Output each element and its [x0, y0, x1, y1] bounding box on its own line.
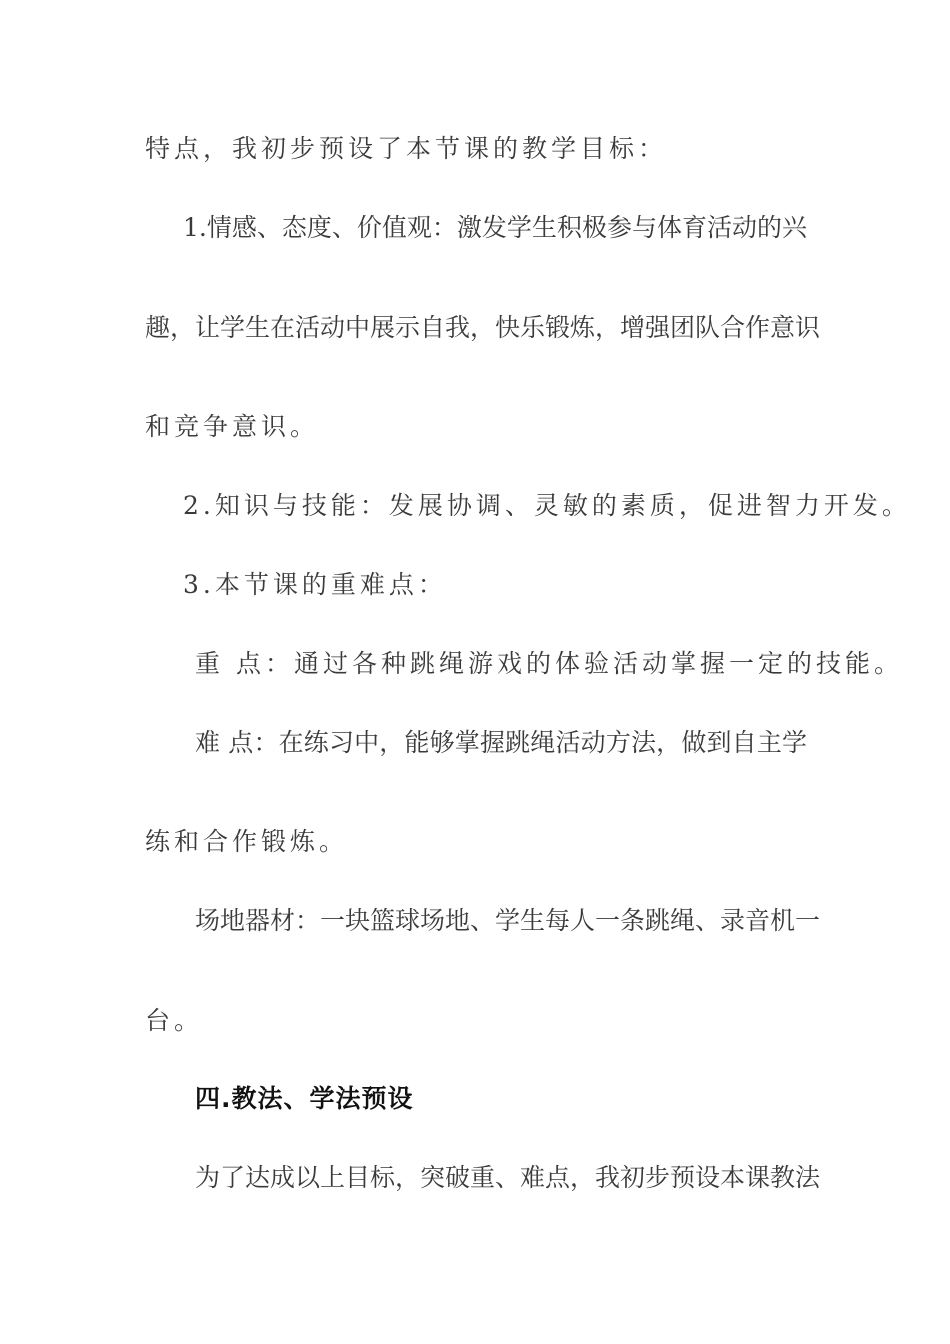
text-line-goal-2: 2.知识与技能：发展协调、灵敏的素质，促进智力开发。: [183, 491, 911, 520]
text-line-equipment-start: 场地器材：一块篮球场地、学生每人一条跳绳、录音机一: [195, 906, 821, 935]
section-heading-teaching-methods: 四.教法、学法预设: [195, 1084, 414, 1113]
text-line-methods-intro: 为了达成以上目标，突破重、难点，我初步预设本课教法: [195, 1163, 821, 1192]
text-line-key-point: 重 点：通过各种跳绳游戏的体验活动掌握一定的技能。: [195, 649, 903, 678]
text-line-goal-1-end: 和竞争意识。: [145, 412, 320, 441]
text-line-goal-1-middle: 趣，让学生在活动中展示自我，快乐锻炼，增强团队合作意识: [145, 313, 821, 342]
text-line-goal-1-start: 1.情感、态度、价值观：激发学生积极参与体育活动的兴: [183, 213, 807, 242]
text-line-goal-3: 3.本节课的重难点：: [183, 570, 447, 599]
text-line-difficult-point-start: 难 点：在练习中，能够掌握跳绳活动方法，做到自主学: [195, 728, 807, 757]
text-line-goals-intro: 特点，我初步预设了本节课的教学目标：: [145, 134, 668, 163]
text-line-difficult-point-end: 练和合作锻炼。: [145, 827, 349, 856]
text-line-equipment-end: 台。: [145, 1006, 204, 1035]
